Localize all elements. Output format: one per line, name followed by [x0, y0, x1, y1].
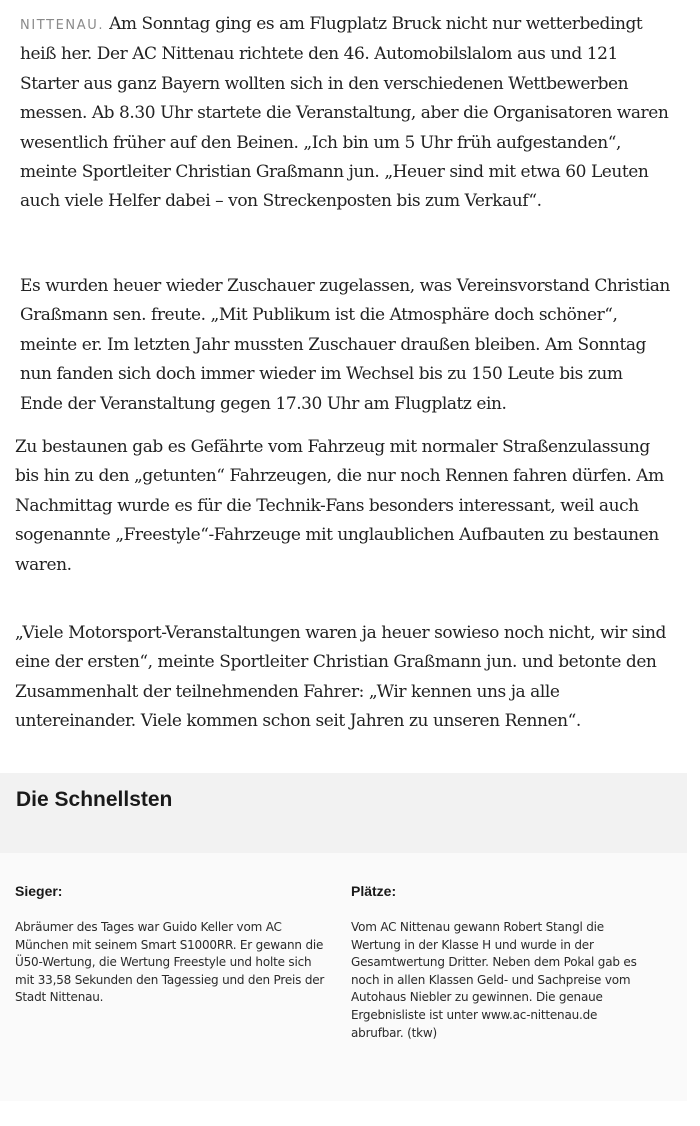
infobox-label-places: Plätze: — [351, 883, 397, 899]
infobox-label-winner: Sieger: — [15, 883, 63, 899]
paragraph-text: Am Sonntag ging es am Flugplatz Bruck nicht nur wetterbedingt heiß her. Der AC Nittenau richtete den 46. Automobilslalom aus und 121 Starter aus ganz Bayern wollten sich in den verschiedenen Wettbewerben messen. Ab 8.30 Uhr startete die Veranstaltung, aber die Organisatoren waren wesentlich früher auf den Beinen. „Ich bin um 5 Uhr früh aufgestanden“, meinte Sportleiter Christian Graßmann jun. „Heuer sind mit etwa 60 Leuten auch viele Helfer dabei – von Streckenposten bis zum Verkauf“. — [20, 14, 669, 212]
article-paragraph: Es wurden heuer wieder Zuschauer zugelassen, was Vereinsvorstand Christian Graßmann sen. freute. „Mit Publikum ist die Atmosphäre doch schöner“, meinte er. Im letzten Jahr mussten Zuschauer draußen bleiben. Am Sonntag nun fanden sich doch immer wieder im Wechsel bis zu 150 Leute bis zum Ende der Veranstaltung gegen 17.30 Uhr am Flugplatz ein. — [20, 276, 670, 414]
article-paragraph: Zu bestaunen gab es Gefährte vom Fahrzeug mit normaler Straßenzulassung bis hin zu den „getunten“ Fahrzeugen, die nur noch Rennen fahren dürfen. Am Nachmittag wurde es für die Technik-Fans besonders interessant, weil auch sogenannte „Freestyle“-Fahrzeuge mit unglaublichen Aufbauten zu bestaunen waren. — [15, 437, 664, 575]
dateline: NITTENAU. — [20, 18, 105, 33]
infobox-text-winner: Abräumer des Tages war Guido Keller vom AC München mit seinem Smart S1000RR. Er gewann die Ü50-Wertung, die Wertung Freestyle und holte sich mit 33,58 Sekunden den Tagessieg und den Preis der Stadt Nittenau. — [15, 920, 325, 1005]
infobox-body — [0, 853, 687, 1101]
infobox-text-places: Vom AC Nittenau gewann Robert Stangl die Wertung in der Klasse H und wurde in der Gesamtwertung Dritter. Neben dem Pokal gab es noch in allen Klassen Geld- und Sachpreise vom Autohaus Niebler zu gewinnen. Die genaue Ergebnisliste ist unter www.ac-nittenau.de abrufbar. (tkw) — [351, 920, 637, 1040]
article-paragraph: „Viele Motorsport-Veranstaltungen waren ja heuer sowieso noch nicht, wir sind eine der ersten“, meinte Sportleiter Christian Graßmann jun. und betonte den Zusammenhalt der teilnehmenden Fahrer: „Wir kennen uns ja alle untereinander. Viele kommen schon seit Jahren zu unseren Rennen“. — [15, 623, 666, 732]
infobox-header — [0, 773, 687, 853]
infobox-title: Die Schnellsten — [16, 788, 173, 811]
article-paragraph — [20, 10, 670, 217]
